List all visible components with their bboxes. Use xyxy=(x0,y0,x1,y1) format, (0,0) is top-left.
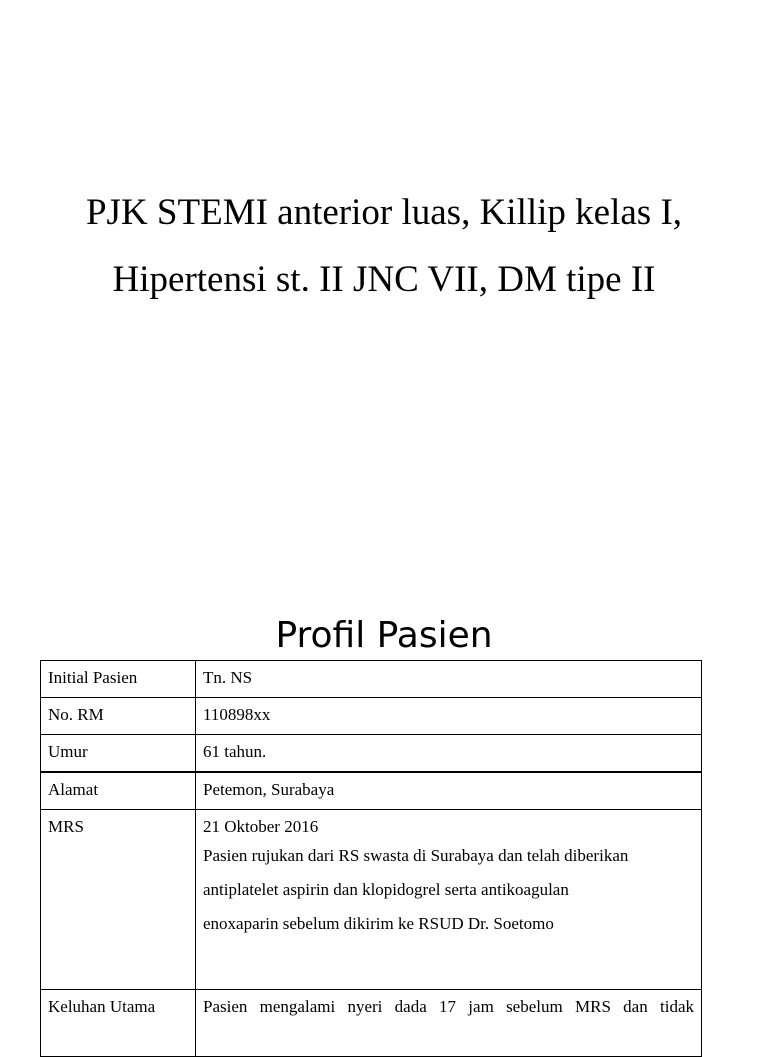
row-value xyxy=(196,990,702,1057)
row-label: No. RM xyxy=(41,698,196,735)
mrs-note-line: antiplatelet aspirin dan klopidogrel serta antikoagulan xyxy=(203,880,569,899)
mrs-note-line: enoxaparin sebelum dikirim ke RSUD Dr. Soetomo xyxy=(203,914,554,933)
table-row xyxy=(41,810,702,990)
row-value: 110898xx xyxy=(196,698,702,735)
patient-profile-table xyxy=(40,660,702,1057)
table-row xyxy=(41,772,702,810)
row-label: Initial Pasien xyxy=(41,661,196,698)
row-value: Petemon, Surabaya xyxy=(196,772,702,810)
table-row xyxy=(41,990,702,1057)
row-label: Umur xyxy=(41,735,196,773)
row-label: Keluhan Utama xyxy=(41,990,196,1057)
mrs-date: 21 Oktober 2016 xyxy=(203,817,319,836)
profile-heading: Profil Pasien xyxy=(275,615,493,656)
profile-slide xyxy=(0,560,768,1024)
diagnosis-title-line-2: Hipertensi st. II JNC VII, DM tipe II xyxy=(112,259,656,300)
row-value: Tn. NS xyxy=(196,661,702,698)
row-value: 61 tahun. xyxy=(196,735,702,773)
mrs-note-line: Pasien rujukan dari RS swasta di Surabaya dan telah diberikan xyxy=(203,846,629,865)
table-row xyxy=(41,735,702,773)
chief-complaint-text: Pasien mengalami nyeri dada 17 jam sebelum MRS dan tidak xyxy=(203,997,694,1016)
row-value xyxy=(196,810,702,990)
table-row xyxy=(41,698,702,735)
table-row xyxy=(41,661,702,698)
diagnosis-title-line-1: PJK STEMI anterior luas, Killip kelas I, xyxy=(85,192,683,233)
row-label: MRS xyxy=(41,810,196,990)
row-label: Alamat xyxy=(41,772,196,810)
